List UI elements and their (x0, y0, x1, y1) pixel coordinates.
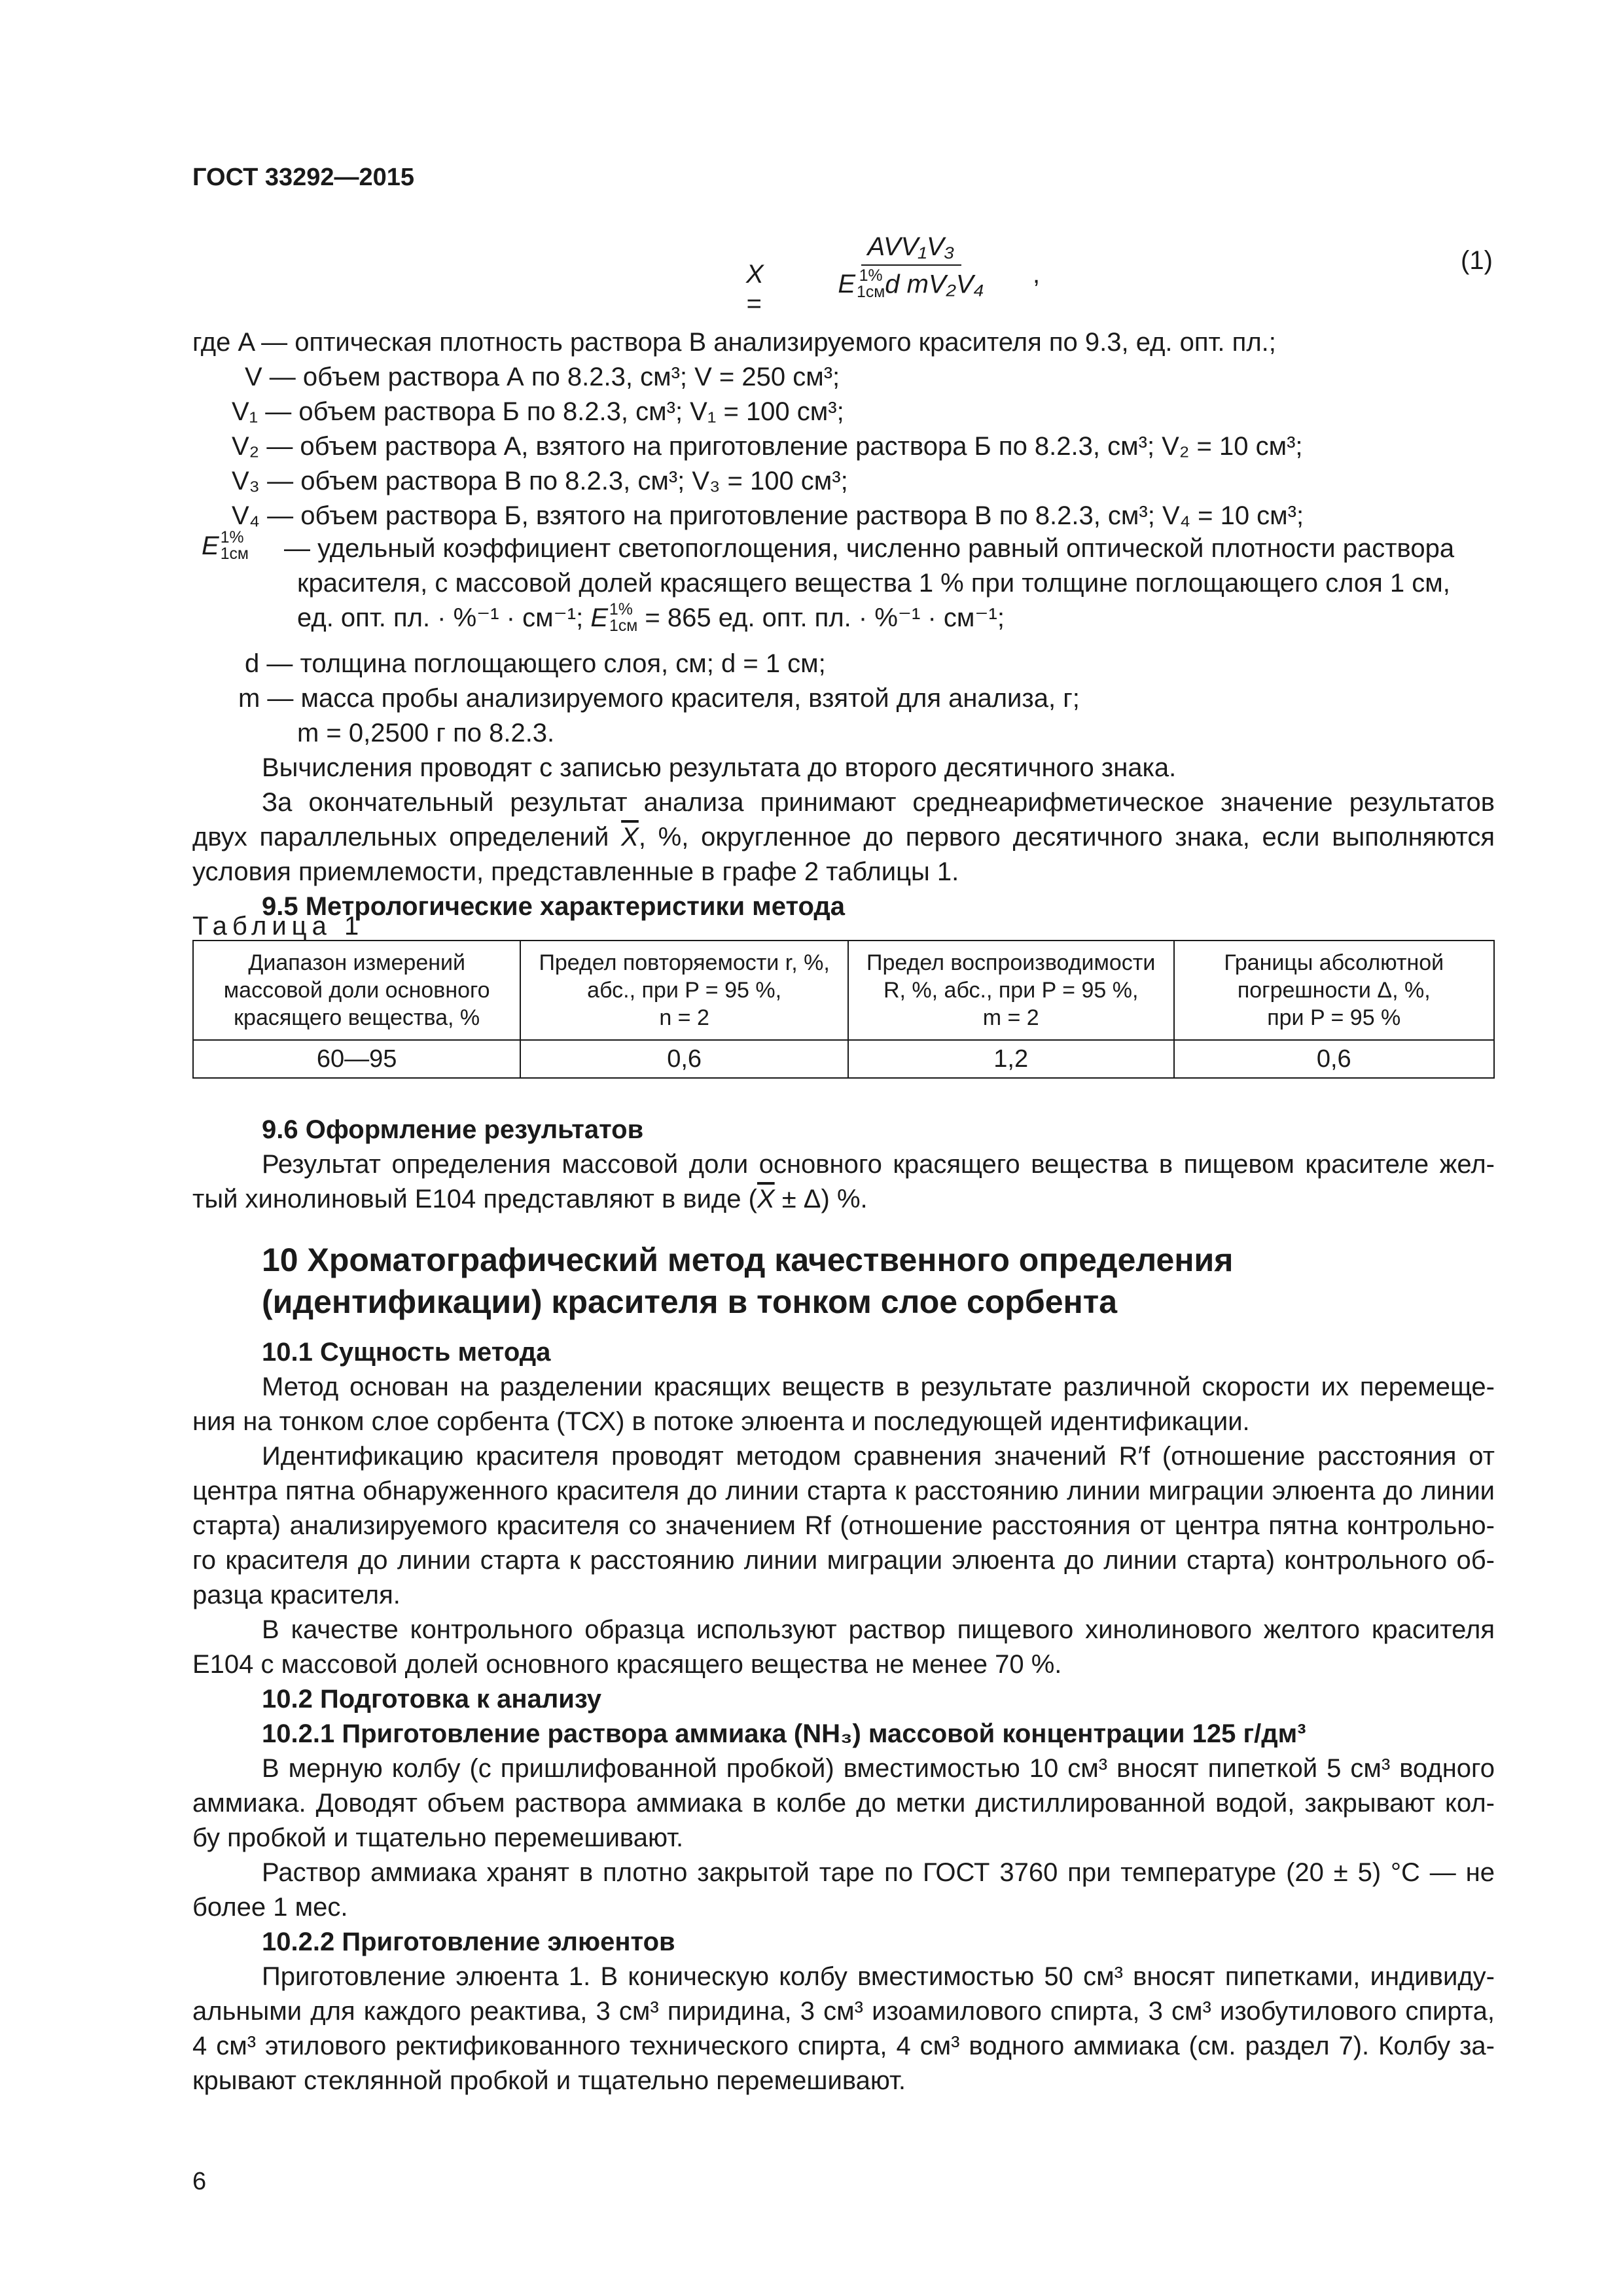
def-m: m — масса пробы анализируемого красителя, взятой для анализа, г; (238, 684, 1080, 713)
para-10-2-1-5: более 1 мес. (192, 1893, 348, 1922)
formula-lhs: X = (746, 260, 764, 318)
para-10-1-3: Идентификацию красителя проводят методом сравнения значений R′f (отношение расстояния от (262, 1442, 1495, 1471)
section-9-6-title: 9.6 Оформление результатов (262, 1115, 644, 1144)
def-v: V — объем раствора А по 8.2.3, см³; V = 250 см³; (245, 363, 840, 391)
para-final-3: условия приемлемости, представленные в графе 2 таблицы 1. (192, 857, 959, 886)
def-d: d — толщина поглощающего слоя, см; d = 1 см; (245, 649, 826, 678)
def-e-line3: ед. опт. пл. · %⁻¹ · см⁻¹; E 1% 1см = 865 ед. опт. пл. · %⁻¹ · см⁻¹; (297, 600, 1005, 635)
def-e-line2: красителя, с массовой долей красящего вещества 1 % при толщине поглощающего слоя 1 см, (297, 569, 1450, 598)
def-v3: V₃ — объем раствора В по 8.2.3, см³; V₃ = 100 см³; (232, 467, 848, 495)
para-10-2-1-3: бу пробкой и тщательно перемешивают. (192, 1823, 684, 1852)
para-10-2-2-4: крывают стеклянной пробкой и тщательно перемешивают. (192, 2066, 906, 2095)
para-10-1-8: В качестве контрольного образца используют раствор пищевого хинолинового желтого красителя (262, 1615, 1495, 1644)
def-v4: V₄ — объем раствора Б, взятого на приготовление раствора В по 8.2.3, см³; V₄ = 10 см³; (232, 501, 1304, 530)
table-header-range: Диапазон измерений массовой доли основного красящего вещества, % (193, 941, 520, 1040)
table-1 (192, 940, 1495, 1079)
para-10-1-4: центра пятна обнаруженного красителя до линии старта к расстоянию линии миграции элюента до линии (192, 1477, 1495, 1505)
section-10-1-title: 10.1 Сущность метода (262, 1338, 551, 1367)
para-10-1-2: ния на тонком слое сорбента (ТСХ) в потоке элюента и последующей идентификации. (192, 1407, 1250, 1436)
document-header: ГОСТ 33292—2015 (192, 164, 415, 191)
para-10-2-2-2: альными для каждого реактива, 3 см³ пиридина, 3 см³ изоамилового спирта, 3 см³ изобутилового спирта, (192, 1997, 1495, 2026)
formula-numerator: AVV₁V₃ (861, 232, 961, 266)
table-header-repeatability: Предел повторяемости r, %, абс., при P = 95 %, n = 2 (520, 941, 848, 1040)
table-1-caption: Таблица 1 (192, 912, 365, 941)
def-e-symbol: E 1% 1см (202, 528, 249, 563)
e-symbol: E 1% 1см (838, 267, 885, 301)
def-e-line1: — удельный коэффициент светопоглощения, численно равный оптической плотности раствора (284, 534, 1455, 563)
para-10-2-2-1: Приготовление элюента 1. В коническую колбу вместимостью 50 см³ вносят пипетками, индивиду- (262, 1962, 1495, 1991)
section-9-5-title: 9.5 Метрологические характеристики метода (262, 892, 846, 921)
def-v2: V₂ — объем раствора А, взятого на приготовление раствора Б по 8.2.3, см³; V₂ = 10 см³; (232, 432, 1303, 461)
para-10-1-6: го красителя до линии старта к расстоянию линии миграции элюента до линии старта) контрольного об- (192, 1546, 1495, 1575)
para-final-1: За окончательный результат анализа принимают среднеарифметическое значение результатов (262, 788, 1495, 817)
para-10-2-1-1: В мерную колбу (с пришлифованной пробкой) вместимостью 10 см³ вносят пипеткой 5 см³ водного (262, 1754, 1495, 1783)
table-cell: 60—95 (193, 1040, 520, 1078)
table-cell: 0,6 (1174, 1040, 1494, 1078)
para-10-2-1-4: Раствор аммиака хранят в плотно закрытой таре по ГОСТ 3760 при температуре (20 ± 5) °С — не (262, 1858, 1495, 1887)
def-m-value: m = 0,2500 г по 8.2.3. (297, 719, 555, 747)
para-10-2-1-2: аммиака. Доводят объем раствора аммиака в колбе до метки дистиллированной водой, закрывают кол- (192, 1789, 1495, 1818)
formula-denominator: E 1% 1см d mV₂V₄ (838, 267, 984, 301)
section-10-2-1-title: 10.2.1 Приготовление раствора аммиака (NH₃) массовой концентрации 125 г/дм³ (262, 1719, 1306, 1748)
page-number: 6 (192, 2168, 207, 2195)
table-row (193, 1040, 1494, 1078)
section-9-6-line2: тый хинолиновый Е104 представляют в виде $(\overline{X} \pm \Delta)$ %. (192, 1185, 868, 1213)
table-header-row (193, 941, 1494, 1040)
section-10-2-2-title: 10.2.2 Приготовление элюентов (262, 1928, 675, 1956)
para-final-2: двух параллельных определений $\overline{X}$, %, округленное до первого десятичного знака, если выполняются (192, 823, 1495, 852)
section-10-2-title: 10.2 Подготовка к анализу (262, 1685, 601, 1713)
para-10-1-1: Метод основан на разделении красящих веществ в результате различной скорости их перемеще- (262, 1372, 1495, 1401)
section-9-6-line1: Результат определения массовой доли основного красящего вещества в пищевом красителе жел- (262, 1150, 1495, 1179)
def-a: где A — оптическая плотность раствора В анализируемого красителя по 9.3, ед. опт. пл.; (192, 328, 1276, 357)
table-header-reproducibility: Предел воспроизводимости R, %, абс., при P = 95 %, m = 2 (848, 941, 1174, 1040)
section-10-title: 10 Хроматографический метод качественного определения (идентификации) красителя в тонком слое сорбента (262, 1242, 1234, 1320)
formula-comma: , (1033, 260, 1041, 289)
para-10-2-2-3: 4 см³ этилового ректификованного технического спирта, 4 см³ водного аммиака (см. раздел 7). Колбу за- (192, 2032, 1495, 2060)
formula-number: (1) (1461, 246, 1493, 275)
para-10-1-9: Е104 с массовой долей основного красящего вещества не менее 70 %. (192, 1650, 1062, 1679)
def-v1: V₁ — объем раствора Б по 8.2.3, см³; V₁ = 100 см³; (232, 397, 844, 426)
table-header-error: Границы абсолютной погрешности Δ, %, при P = 95 % (1174, 941, 1494, 1040)
para-10-1-7: разца красителя. (192, 1581, 401, 1609)
table-cell: 0,6 (520, 1040, 848, 1078)
para-calc: Вычисления проводят с записью результата до второго десятичного знака. (262, 753, 1177, 782)
formula-fraction (793, 232, 1029, 301)
para-10-1-5: старта) анализируемого красителя со значением Rf (отношение расстояния от центра пятна контрольно- (192, 1511, 1495, 1540)
table-cell: 1,2 (848, 1040, 1174, 1078)
